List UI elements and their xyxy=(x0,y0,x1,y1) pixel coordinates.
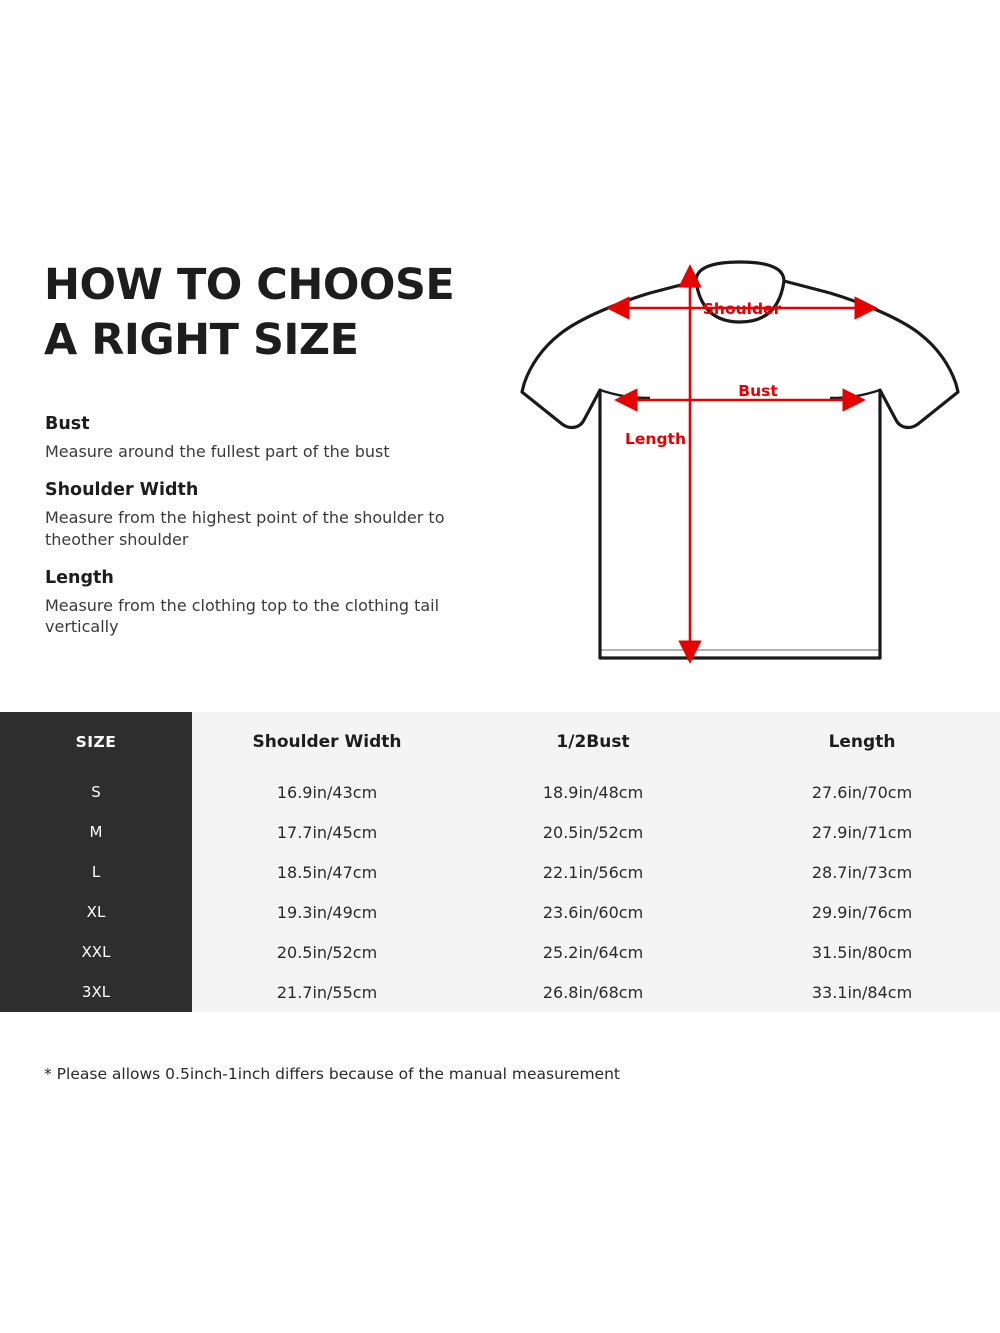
shoulder-label: Shoulder xyxy=(702,300,782,318)
table-row xyxy=(0,852,1000,892)
definition-description: Measure around the fullest part of the bust xyxy=(45,442,390,461)
cell-half-bust: 20.5in/52cm xyxy=(462,812,724,852)
column-header-length: Length xyxy=(724,712,1000,772)
cell-length: 28.7in/73cm xyxy=(724,852,1000,892)
page-title-line1: HOW TO CHOOSE xyxy=(44,260,455,310)
table-row xyxy=(0,892,1000,932)
table-header-row xyxy=(0,712,1000,772)
bust-label: Bust xyxy=(738,382,778,400)
definition-description: Measure from the clothing top to the clothing tail vertically xyxy=(45,595,440,637)
definition-bust xyxy=(45,414,515,462)
cell-half-bust: 23.6in/60cm xyxy=(462,892,724,932)
table-row xyxy=(0,932,1000,972)
measurement-definitions xyxy=(45,414,515,655)
cell-length: 31.5in/80cm xyxy=(724,932,1000,972)
cell-size: L xyxy=(0,852,192,892)
cell-shoulder-width: 21.7in/55cm xyxy=(192,972,462,1012)
cell-shoulder-width: 17.7in/45cm xyxy=(192,812,462,852)
cell-size: XXL xyxy=(0,932,192,972)
cell-length: 27.6in/70cm xyxy=(724,772,1000,812)
tshirt-diagram xyxy=(500,238,980,688)
cell-length: 33.1in/84cm xyxy=(724,972,1000,1012)
definition-term: Bust xyxy=(45,414,90,434)
cell-shoulder-width: 19.3in/49cm xyxy=(192,892,462,932)
tshirt-outline xyxy=(522,262,958,658)
measurement-disclaimer: * Please allows 0.5inch-1inch differs because of the manual measurement xyxy=(44,1065,620,1083)
definition-length xyxy=(45,568,515,638)
page-title-line2: A RIGHT SIZE xyxy=(44,314,359,365)
cell-length: 27.9in/71cm xyxy=(724,812,1000,852)
cell-size: M xyxy=(0,812,192,852)
cell-shoulder-width: 16.9in/43cm xyxy=(192,772,462,812)
size-chart-table xyxy=(0,712,1000,1012)
cell-half-bust: 25.2in/64cm xyxy=(462,932,724,972)
column-header-shoulder-width: Shoulder Width xyxy=(192,712,462,772)
cell-size: S xyxy=(0,772,192,812)
cell-half-bust: 22.1in/56cm xyxy=(462,852,724,892)
cell-size: XL xyxy=(0,892,192,932)
definition-shoulder-width xyxy=(45,480,515,550)
length-label: Length xyxy=(625,430,686,448)
cell-shoulder-width: 18.5in/47cm xyxy=(192,852,462,892)
cell-size: 3XL xyxy=(0,972,192,1012)
cell-shoulder-width: 20.5in/52cm xyxy=(192,932,462,972)
table-row xyxy=(0,812,1000,852)
definition-term: Length xyxy=(45,567,114,588)
cell-length: 29.9in/76cm xyxy=(724,892,1000,932)
page-title xyxy=(44,258,514,367)
definition-term: Shoulder Width xyxy=(45,480,199,501)
column-header-half-bust: 1/2Bust xyxy=(462,712,724,772)
column-header-size: SIZE xyxy=(0,712,192,772)
cell-half-bust: 18.9in/48cm xyxy=(462,772,724,812)
table-row xyxy=(0,772,1000,812)
definition-description: Measure from the highest point of the shoulder to theother shoulder xyxy=(45,508,445,549)
cell-half-bust: 26.8in/68cm xyxy=(462,972,724,1012)
table-row xyxy=(0,972,1000,1012)
